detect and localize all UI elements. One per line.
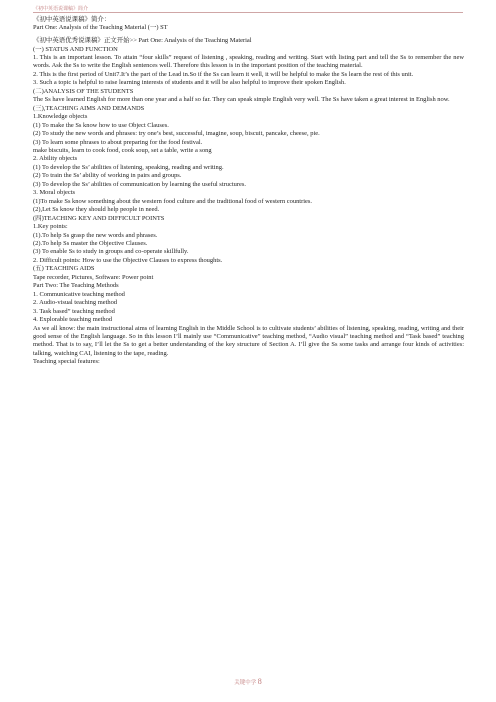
body-line: Part Two: The Teaching Methods	[33, 282, 119, 290]
body-line: 《初中英语说课稿》简介：	[33, 16, 111, 23]
body-line: (1)To make Ss know something about the western food culture and the traditional food of western countries.	[33, 197, 312, 205]
body-line: (四)TEACHING KEY AND DIFFICULT POINTS	[33, 214, 165, 222]
body-line: Tape recorder, Pictures, Software: Power point	[33, 273, 154, 281]
running-header: 《初中英语说课稿》简介	[33, 7, 89, 12]
body-line: 1.Knowledge objects	[33, 113, 88, 121]
body-line: (2).To help Ss master the Objective Clauses.	[33, 239, 148, 247]
body-line: (3) To develop the Ss’ abilities of communication by learning the useful structures.	[33, 180, 246, 188]
body-line: (三),TEACHING AIMS AND DEMANDS	[33, 104, 145, 112]
body-line: Part One: Analysis of the Teaching Material (一) ST	[33, 24, 168, 32]
body-line: 2. Difficult points: How to use the Objective Clauses to express thoughts.	[33, 256, 223, 264]
body-line: Teaching special features:	[33, 358, 100, 366]
page-footer	[0, 677, 496, 686]
body-line: (一) STATUS AND FUNCTION	[33, 45, 118, 53]
body-line: (1).To help Ss grasp the new words and phrases.	[33, 231, 158, 239]
header-rule	[33, 12, 463, 13]
body-line: (2) To study the new words and phrases: try one’s best, successful, imagine, soup, biscuit, pancake, cheese, pie.	[33, 130, 320, 138]
body-line: 2. Ability objects	[33, 155, 78, 163]
page-number: 8	[257, 677, 262, 686]
body-paragraph: As we all know: the main instructional aims of learning English in the Middle School is to cultivate students’ abilities of listening, speaking, reading, writing and their good sense of the English language. So in this lesson I’ll mainly use “Communicative” teaching method, “Audio visual” teaching method and “Task based” teaching method. That is to say, I’ll let the Ss to get a better understanding of the key structure of Section A. I’ll give the Ss some tasks and arrange four kinds of activities: talking, watching CAI, listening to the tape, reading.	[33, 324, 464, 357]
body-line: (2),Let Ss know they should help people in need.	[33, 206, 160, 214]
body-line: 《初中英语优秀说课稿》正文开始>> Part One: Analysis of the Teaching Material	[33, 37, 252, 45]
body-line: (1) To make the Ss know how to use Object Clauses.	[33, 121, 169, 129]
body-line: (1) To develop the Ss’ abilities of listening, speaking, reading and writing.	[33, 163, 224, 171]
body-line: (3) To enable Ss to study in groups and co-operate skillfully.	[33, 248, 189, 256]
body-line: 3. Moral objects	[33, 189, 76, 197]
footer-label: 关键中学	[234, 680, 257, 686]
body-line: 1. Communicative teaching method	[33, 290, 125, 298]
body-line: (五) TEACHING AIDS	[33, 265, 95, 273]
body-paragraph: The Ss have learned English for more than one year and a half so far. They can speak simple English very well. The Ss have taken a great interest in English now.	[33, 96, 450, 104]
body-line: 3. Task based” teaching method	[33, 307, 115, 315]
body-line: 2. Audio-visual teaching method	[33, 299, 118, 307]
body-line: (3) To learn some phrases to about preparing for the food festival.	[33, 138, 203, 146]
body-line: 3. Such a topic is helpful to raise learning interests of students and it will be also helpful to improve their spoken English.	[33, 79, 346, 87]
body-line: 1.Key points:	[33, 223, 68, 231]
body-line: (二)ANALYSIS OF THE STUDENTS	[33, 87, 134, 95]
body-line: (2) To train the Ss’ ability of working in pairs and groups.	[33, 172, 182, 180]
body-line: make biscuits, learn to cook food, cook soup, set a table, write a song	[33, 146, 212, 154]
document-body	[33, 16, 464, 367]
body-line: 4. Explorable teaching method	[33, 316, 113, 324]
body-paragraph: 1. This is an important lesson. To attain “four skills” request of listening , speaking, reading and writing. Start with listing part and tell the Ss to remember the new words. Ask the Ss to write the English sentences well. Therefore this lesson is in the important position of the teaching material.	[33, 54, 464, 70]
body-paragraph: 2. This is the first period of Unit7.It’s the part of the Lead in.So if the Ss can learn it well, it will be helpful to make the Ss learn the rest of this unit.	[33, 70, 414, 78]
